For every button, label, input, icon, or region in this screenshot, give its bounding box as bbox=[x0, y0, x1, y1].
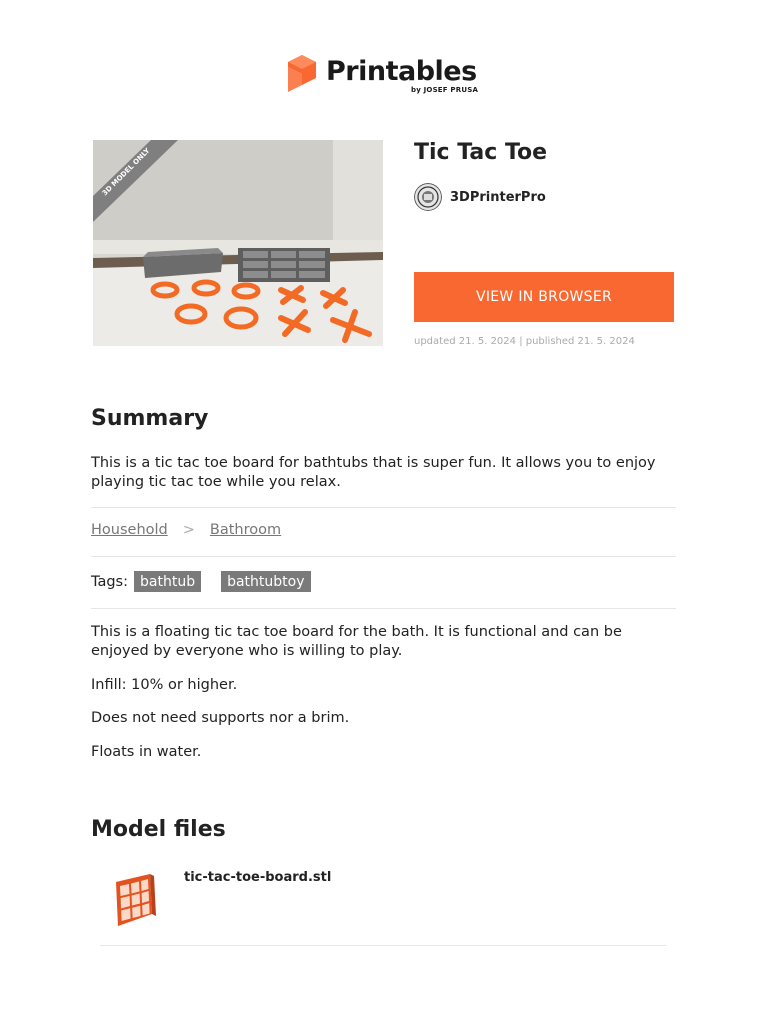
summary-text: This is a tic tac toe board for bathtubs that is super fun. It allows you to enjoy playing tic tac toe while you relax. bbox=[91, 455, 656, 490]
file-row[interactable] bbox=[100, 860, 666, 946]
grid-model-icon bbox=[110, 870, 158, 926]
description-paragraph: This is a floating tic tac toe board for the bath. It is functional and can be enjoyed by everyone who is willing to play. bbox=[91, 624, 622, 659]
summary-heading: Summary bbox=[91, 406, 209, 431]
model-photo bbox=[93, 140, 383, 346]
divider bbox=[91, 556, 676, 557]
tags-label: Tags: bbox=[91, 573, 128, 590]
printables-mark-icon bbox=[286, 54, 318, 96]
view-in-browser-button[interactable]: VIEW IN BROWSER bbox=[414, 272, 674, 322]
tags bbox=[91, 571, 311, 592]
description-paragraph: Infill: 10% or higher. bbox=[91, 677, 238, 693]
divider bbox=[91, 608, 676, 609]
model-only-badge: 3D MODEL ONLY bbox=[100, 146, 152, 198]
breadcrumb-household[interactable]: Household bbox=[91, 522, 168, 538]
breadcrumb-separator: > bbox=[182, 522, 195, 538]
printables-logo[interactable] bbox=[286, 54, 486, 98]
model-title: Tic Tac Toe bbox=[414, 140, 548, 165]
model-dates: updated 21. 5. 2024 | published 21. 5. 2024 bbox=[414, 336, 635, 347]
model-preview-image[interactable] bbox=[93, 140, 383, 346]
breadcrumb-bathroom[interactable]: Bathroom bbox=[209, 522, 282, 538]
tag-bathtubtoy[interactable]: bathtubtoy bbox=[221, 571, 310, 592]
brand-name: Printables bbox=[326, 56, 477, 87]
avatar bbox=[414, 183, 442, 211]
model-files-heading: Model files bbox=[91, 817, 226, 842]
description-paragraph: Floats in water. bbox=[91, 744, 202, 760]
divider bbox=[91, 507, 676, 508]
file-name[interactable]: tic-tac-toe-board.stl bbox=[184, 870, 332, 885]
tag-bathtub[interactable]: bathtub bbox=[134, 571, 201, 592]
brand-tagline: by JOSEF PRUSA bbox=[411, 86, 479, 94]
description-paragraph: Does not need supports nor a brim. bbox=[91, 710, 350, 726]
breadcrumb bbox=[91, 522, 281, 538]
author-name: 3DPrinterPro bbox=[450, 189, 546, 205]
author[interactable] bbox=[414, 183, 546, 211]
